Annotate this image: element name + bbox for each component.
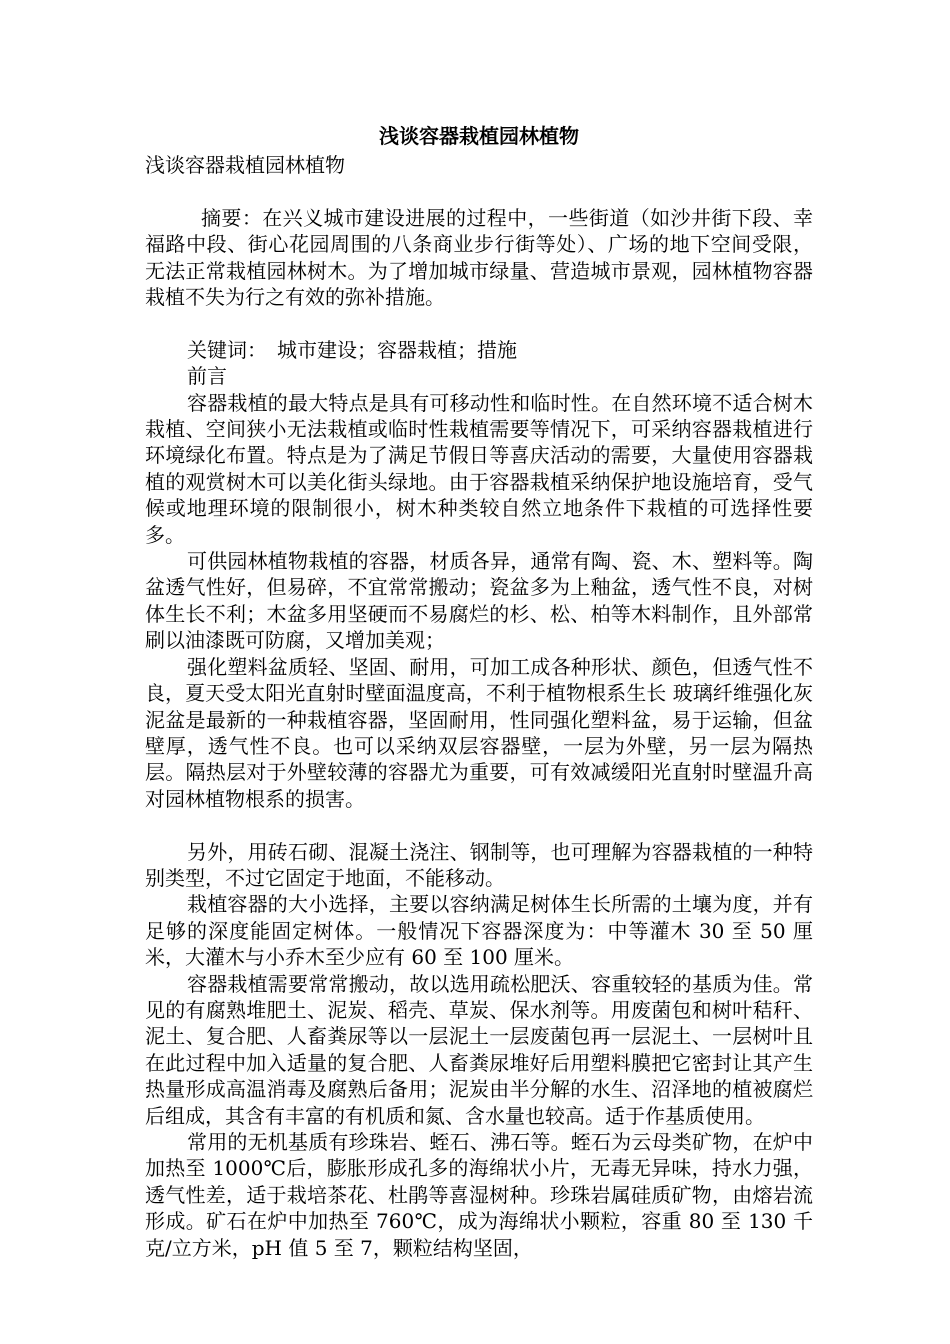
blank-line: [145, 812, 813, 838]
blank-line: [145, 310, 813, 336]
blank-line: [145, 178, 813, 204]
body-paragraph: 强化塑料盆质轻、坚固、耐用，可加工成各种形状、颜色，但透气性不良，夏天受太阳光直射时壁面温度高，不利于植物根系生长 玻璃纤维强化灰泥盆是最新的一种栽植容器，坚固耐用，性同强化塑料盆，易于运输，但盆壁厚，透气性不良。也可以采纳双层容器壁，一层为外壁，另一层为隔热层。隔热层对于外壁较薄的容器尤为重要，可有效减缓阳光直射时壁温升高对园林植物根系的损害。: [145, 654, 813, 811]
preface-heading: 前言: [187, 364, 227, 389]
document-title: 浅谈容器栽植园林植物: [379, 124, 579, 148]
abstract-paragraph: 摘要：在兴义城市建设进展的过程中，一些街道（如沙井街下段、幸福路中段、街心花园周围的八条商业步行街等处）、广场的地下空间受限，无法正常栽植园林树木。为了增加城市绿量、营造城市景观，园林植物容器栽植不失为行之有效的弥补措施。: [145, 205, 813, 310]
body-paragraph: 常用的无机基质有珍珠岩、蛭石、沸石等。蛭石为云母类矿物，在炉中加热至 1000℃后，膨胀形成孔多的海绵状小片，无毒无异味，持水力强，透气性差，适于栽培茶花、杜鹃等喜湿树种。珍珠岩属硅质矿物，由熔岩流形成。矿石在炉中加热至 760℃，成为海绵状小颗粒，容重 80 至 130 千克/立方米，pH 值 5 至 7，颗粒结构坚固，: [145, 1129, 813, 1260]
body-paragraph: 容器栽植需要常常搬动，故以选用疏松肥沃、容重较轻的基质为佳。常见的有腐熟堆肥土、泥炭、稻壳、草炭、保水剂等。用废菌包和树叶秸秆、泥土、复合肥、人畜粪尿等以一层泥土一层废菌包再一层泥土、一层树叶且在此过程中加入适量的复合肥、人畜粪尿堆好后用塑料膜把它密封让其产生热量形成高温消毒及腐熟后备用；泥炭由半分解的水生、沼泽地的植被腐烂后组成，其含有丰富的有机质和氮、含水量也较高。适于作基质使用。: [145, 971, 813, 1128]
body-paragraph: 可供园林植物栽植的容器，材质各异，通常有陶、瓷、木、塑料等。陶盆透气性好，但易碎，不宜常常搬动；瓷盆多为上釉盆，透气性不良，对树体生长不利；木盆多用坚硬而不易腐烂的杉、松、柏等木料制作，且外部常刷以油漆既可防腐，又增加美观；: [145, 549, 813, 653]
keywords-line: 关键词： 城市建设；容器栽植；措施: [187, 337, 517, 362]
document-page: [145, 120, 813, 1261]
body-paragraph: 另外，用砖石砌、混凝土浇注、钢制等，也可理解为容器栽植的一种特别类型，不过它固定于地面，不能移动。: [145, 839, 813, 890]
document-subtitle: 浅谈容器栽植园林植物: [145, 153, 345, 177]
body-paragraph: 栽植容器的大小选择，主要以容纳满足树体生长所需的土壤为度，并有足够的深度能固定树体。一般情况下容器深度为：中等灌木 30 至 50 厘米，大灌木与小乔木至少应有 60 至 100 厘米。: [145, 892, 813, 970]
body-paragraph: 容器栽植的最大特点是具有可移动性和临时性。在自然环境不适合树木栽植、空间狭小无法栽植或临时性栽植需要等情况下，可采纳容器栽植进行环境绿化布置。特点是为了满足节假日等喜庆活动的需要，大量使用容器栽植的观赏树木可以美化街头绿地。由于容器栽植采纳保护地设施培育，受气候或地理环境的限制很小，树木种类较自然立地条件下栽植的可选择性要多。: [145, 390, 813, 547]
